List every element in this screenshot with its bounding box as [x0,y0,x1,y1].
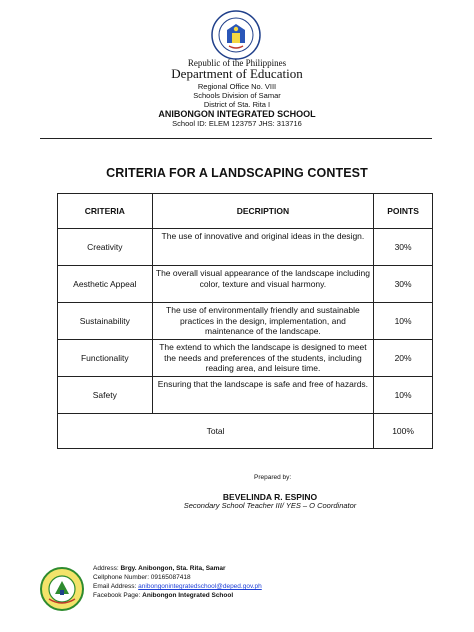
table-row [58,340,433,377]
table-row [58,266,433,303]
description-cell: Ensuring that the landscape is safe and free of hazards. [152,377,374,414]
total-label: Total [58,414,374,449]
footer-email [93,583,262,590]
district-text: District of Sta. Rita I [203,100,271,109]
points-cell: 30% [374,229,433,266]
republic-text: Republic of the Philippines [187,58,287,68]
description-cell: The use of environmentally friendly and sustainable practices in the design, implementation, and maintenance of the landscape. [152,303,374,340]
table-header-row [58,194,433,229]
table-row [58,229,433,266]
total-points: 100% [374,414,433,449]
points-cell: 10% [374,303,433,340]
page-title: CRITERIA FOR A LANDSCAPING CONTEST [106,166,368,180]
footer-facebook [93,592,233,599]
regional-office: Regional Office No. VIII [197,82,277,91]
criteria-cell: Functionality [58,340,153,377]
criteria-cell: Sustainability [58,303,153,340]
prepared-by-label: Prepared by: [254,474,292,481]
total-row [58,414,433,449]
deped-seal-icon [211,10,261,60]
signatory-role: Secondary School Teacher III/ YES – O Coordinator [183,501,357,510]
criteria-table [57,193,433,449]
footer-address [93,565,226,572]
criteria-cell: Aesthetic Appeal [58,266,153,303]
facebook-page: Anibongon Integrated School [142,592,234,599]
department-name: Department of Education [171,66,303,81]
footer-cellphone: Cellphone Number: 09165087418 [93,574,191,581]
column-header-description: DECRIPTION [152,194,374,229]
table-row [58,377,433,414]
description-cell: The use of innovative and original ideas in the design. [152,229,374,266]
column-header-criteria: CRITERIA [58,194,153,229]
points-cell: 30% [374,266,433,303]
email-label: Email Address: [93,583,137,590]
email-link[interactable]: anibongonintegratedschool@deped.gov.ph [138,583,262,590]
points-cell: 10% [374,377,433,414]
criteria-cell: Creativity [58,229,153,266]
signatory-name: BEVELINDA R. ESPINO [222,492,318,502]
school-ids: School ID: ELEM 123757 JHS: 313716 [172,119,302,128]
criteria-cell: Safety [58,377,153,414]
schools-division: Schools Division of Samar [193,91,281,100]
school-name: ANIBONGON INTEGRATED SCHOOL [158,109,316,119]
table-row [58,303,433,340]
points-cell: 20% [374,340,433,377]
description-cell: The overall visual appearance of the landscape including color, texture and visual harmony. [152,266,374,303]
column-header-points: POINTS [374,194,433,229]
address-label: Address: [93,565,119,572]
address-value: Brgy. Anibongon, Sta. Rita, Samar [120,565,226,572]
facebook-label: Facebook Page: [93,592,141,599]
header-divider [40,138,432,139]
description-cell: The extend to which the landscape is designed to meet the needs and preferences of the students, including reading area, and leisure time. [152,340,374,377]
school-logo-icon [40,567,84,611]
